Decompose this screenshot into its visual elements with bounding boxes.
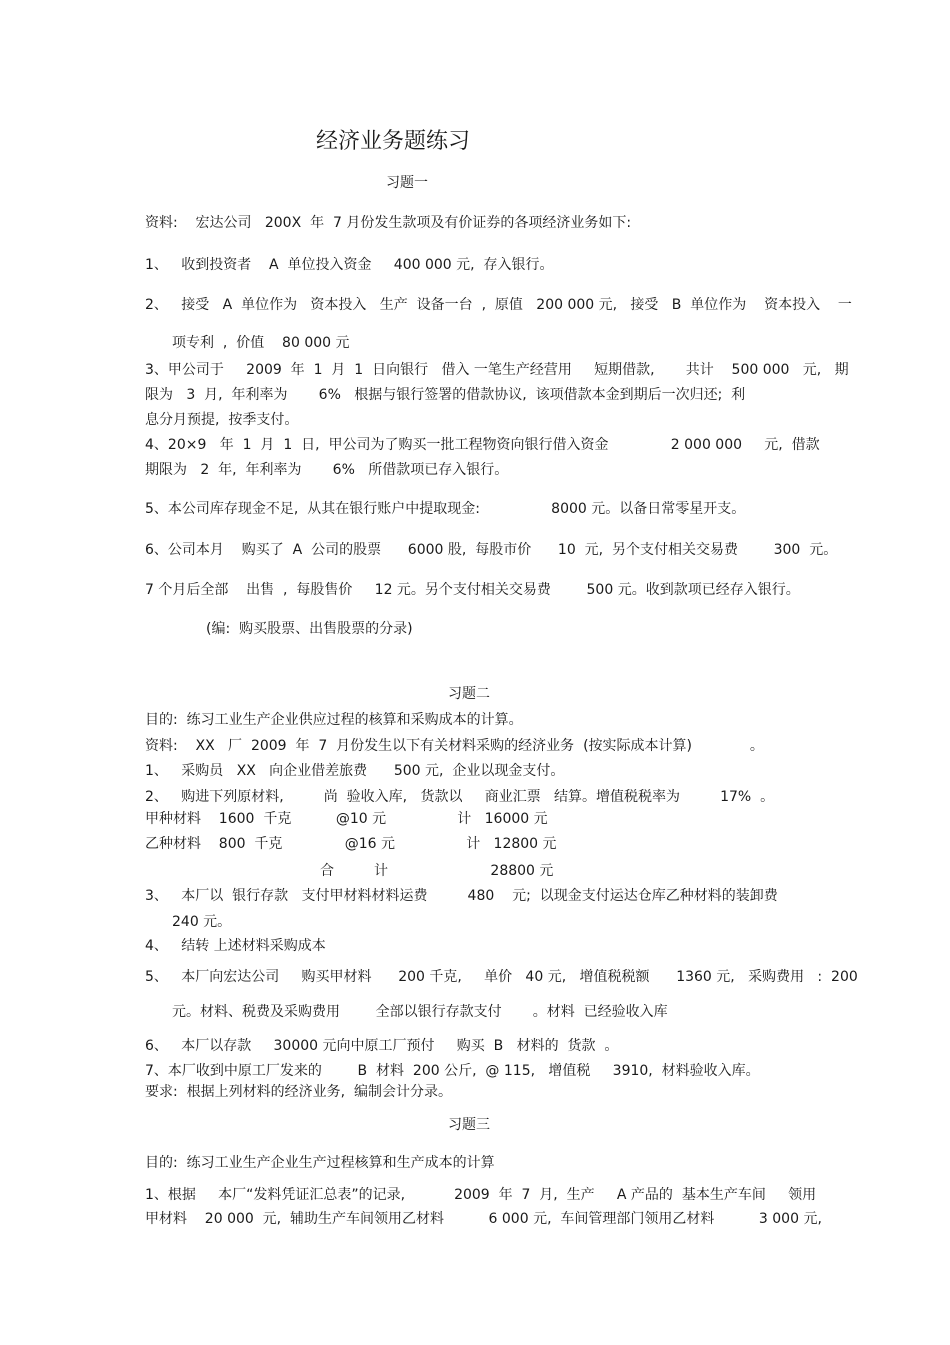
page-title: 经济业务题练习 (316, 129, 471, 154)
exercise-2-item-1: 1、 采购员 XX 向企业借差旅费 500 元, 企业以现金支付。 (145, 763, 565, 779)
exercise-1-heading: 习题一 (386, 175, 428, 191)
exercise-2-material: 资料: XX 厂 2009 年 7 月份发生以下有关材料采购的经济业务 (按实际成本计算) 。 (145, 738, 764, 754)
material-total-row: 合 计 28800 元 (320, 863, 554, 879)
exercise-3-item-1-line-1: 1、根据 本厂“发料凭证汇总表”的记录, 2009 年 7 月, 生产 A 产品的 基本生产车间 领用 (145, 1187, 817, 1203)
exercise-2-item-7: 7、本厂收到中原工厂发来的 B 材料 200 公斤, @ 115, 增值税 3910, 材料验收入库。 (145, 1063, 760, 1079)
material-row-b: 乙种材料 800 千克 @16 元 计 12800 元 (145, 836, 557, 852)
exercise-3-item-1-line-2: 甲材料 20 000 元, 辅助生产车间领用乙材料 6 000 元, 车间管理部门领用乙材料 3 000 元, (145, 1211, 822, 1227)
exercise-1-item-5: 5、本公司库存现金不足, 从其在银行账户中提取现金: 8000 元。以备日常零星开支。 (145, 501, 746, 517)
exercise-2-item-5-line-1: 5、 本厂向宏达公司 购买甲材料 200 千克, 单价 40 元, 增值税税额 1360 元, 采购费用 : 200 (145, 969, 858, 985)
exercise-1-item-3-line-1: 3、甲公司于 2009 年 1 月 1 日向银行 借入 一笔生产经营用 短期借款, 共计 500 000 元, 期 (145, 362, 849, 378)
exercise-1-item-2-line-2: 项专利 , 价值 80 000 元 (172, 335, 350, 351)
exercise-3-goal: 目的: 练习工业生产企业生产过程核算和生产成本的计算 (145, 1155, 495, 1171)
exercise-1-item-3-line-2: 限为 3 月, 年利率为 6% 根据与银行签署的借款协议, 该项借款本金到期后一次归还; 利 (145, 387, 746, 403)
exercise-1-item-4-line-2: 期限为 2 年, 年利率为 6% 所借款项已存入银行。 (145, 462, 509, 478)
exercise-2-item-6: 6、 本厂以存款 30000 元向中原工厂预付 购买 B 材料的 货款 。 (145, 1038, 619, 1054)
exercise-1-item-4-line-1: 4、20×9 年 1 月 1 日, 甲公司为了购买一批工程物资向银行借入资金 2 000 000 元, 借款 (145, 437, 820, 453)
exercise-2-goal: 目的: 练习工业生产企业供应过程的核算和采购成本的计算。 (145, 712, 523, 728)
exercise-1-material: 资料: 宏达公司 200X 年 7 月份发生款项及有价证券的各项经济业务如下: (145, 215, 632, 231)
exercise-2-item-3-line-1: 3、 本厂以 银行存款 支付甲材料材料运费 480 元; 以现金支付运达仓库乙种材料的装卸费 (145, 888, 778, 904)
exercise-1-item-6-line-2: 7 个月后全部 出售 , 每股售价 12 元。另个支付相关交易费 500 元。收到款项已经存入银行。 (145, 582, 800, 598)
exercise-2-item-2: 2、 购进下列原材料, 尚 验收入库, 货款以 商业汇票 结算。增值税税率为 17% 。 (145, 789, 775, 805)
exercise-1-item-2-line-1: 2、 接受 A 单位作为 资本投入 生产 设备一台 , 原值 200 000 元, 接受 B 单位作为 资本投入 一 (145, 297, 852, 313)
exercise-2-item-4: 4、 结转 上述材料采购成本 (145, 938, 326, 954)
exercise-2-item-5-line-2: 元。材料、税费及采购费用 全部以银行存款支付 。材料 已经验收入库 (172, 1004, 668, 1020)
exercise-1-item-3-line-3: 息分月预提, 按季支付。 (145, 412, 299, 428)
exercise-2-item-3-line-2: 240 元。 (172, 914, 232, 930)
exercise-1-item-1: 1、 收到投资者 A 单位投入资金 400 000 元, 存入银行。 (145, 257, 554, 273)
exercise-1-note: (编: 购买股票、出售股票的分录) (206, 621, 413, 637)
exercise-1-item-6-line-1: 6、公司本月 购买了 A 公司的股票 6000 股, 每股市价 10 元, 另个支付相关交易费 300 元。 (145, 542, 838, 558)
exercise-2-requirement: 要求: 根据上列材料的经济业务, 编制会计分录。 (145, 1084, 452, 1100)
exercise-3-heading: 习题三 (448, 1117, 490, 1133)
material-row-a: 甲种材料 1600 千克 @10 元 计 16000 元 (145, 811, 548, 827)
exercise-2-heading: 习题二 (448, 686, 490, 702)
